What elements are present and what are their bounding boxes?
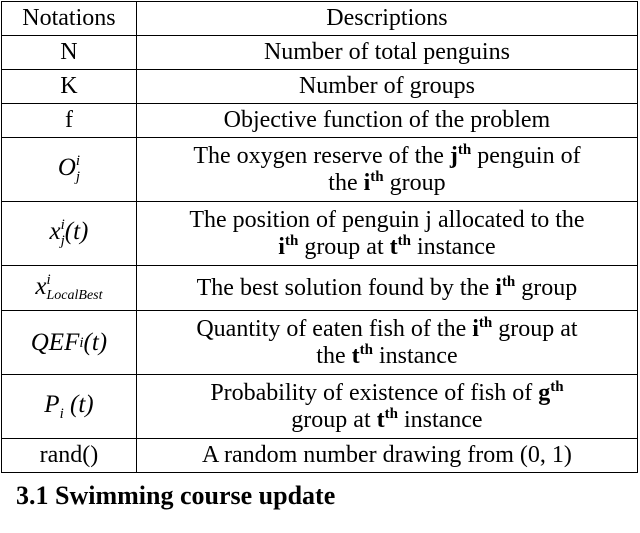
- table-row: [2, 202, 638, 266]
- header-descriptions: Descriptions: [136, 2, 637, 36]
- desc-bold: i: [495, 274, 502, 301]
- desc-text: group: [383, 169, 446, 196]
- desc-sup: th: [384, 405, 398, 422]
- desc-text: the: [316, 342, 352, 369]
- description-cell: A random number drawing from (0, 1): [136, 439, 637, 473]
- desc-bold: t: [351, 342, 360, 369]
- symbol-tail: (t): [70, 391, 94, 419]
- symbol-sup: i: [75, 153, 81, 169]
- desc-text: instance: [397, 406, 483, 433]
- desc-sup: th: [397, 232, 411, 249]
- symbol-base: O: [57, 154, 76, 182]
- notation-cell: [2, 202, 137, 266]
- description-cell: Number of total penguins: [136, 36, 637, 70]
- desc-sup: th: [284, 232, 299, 249]
- desc-bold: t: [376, 406, 385, 433]
- desc-text: The oxygen reserve of the: [193, 142, 450, 169]
- symbol-base: QEF: [30, 328, 80, 356]
- notation-cell: [2, 375, 137, 439]
- desc-bold: t: [389, 233, 398, 260]
- table-row: [2, 266, 638, 311]
- notation-table: [1, 1, 638, 473]
- table-row: [2, 70, 638, 104]
- notation-cell: f: [2, 104, 137, 138]
- desc-text: group at: [492, 315, 578, 342]
- desc-sup: th: [550, 378, 564, 395]
- desc-text: The best solution found by the: [196, 274, 496, 301]
- desc-text: the: [328, 169, 364, 196]
- notation-cell: K: [2, 70, 137, 104]
- desc-bold: i: [472, 315, 479, 342]
- desc-bold: i: [363, 169, 371, 196]
- symbol-base: x: [35, 272, 47, 300]
- notation-cell: N: [2, 36, 137, 70]
- desc-bold: i: [278, 233, 285, 260]
- desc-text: group at: [298, 233, 390, 260]
- symbol-tail: (t): [83, 328, 108, 356]
- table-row: [2, 439, 638, 473]
- description-cell: [136, 266, 637, 311]
- desc-text: Probability of existence of fish of: [210, 379, 539, 406]
- table-row: [2, 138, 638, 202]
- desc-text: group: [515, 274, 578, 301]
- table-header-row: [2, 2, 638, 36]
- desc-sup: th: [370, 168, 384, 185]
- symbol-base: x: [49, 218, 61, 246]
- desc-text: instance: [410, 233, 496, 260]
- symbol-sup: i: [46, 272, 51, 289]
- desc-text: The position of penguin j allocated to the: [189, 206, 585, 233]
- notation-cell: [2, 266, 137, 311]
- notation-cell: [2, 311, 137, 375]
- description-cell: [136, 375, 637, 439]
- desc-text: instance: [372, 342, 458, 369]
- description-cell: [136, 138, 637, 202]
- symbol-sub: LocalBest: [46, 288, 103, 304]
- header-notations: Notations: [2, 2, 137, 36]
- desc-bold: g: [538, 379, 551, 406]
- symbol-sub: j: [60, 233, 65, 249]
- notation-cell: [2, 138, 137, 202]
- symbol-sup: i: [79, 334, 84, 351]
- symbol-tail: (t): [64, 218, 89, 246]
- section-heading: 3.1 Swimming course update: [16, 481, 336, 510]
- symbol-base: P: [44, 391, 60, 419]
- description-cell: [136, 202, 637, 266]
- symbol-sub: i: [59, 406, 64, 422]
- desc-bold: j: [449, 142, 458, 169]
- desc-text: Quantity of eaten fish of the: [196, 315, 473, 342]
- description-cell: Objective function of the problem: [136, 104, 637, 138]
- desc-sup: th: [457, 141, 472, 158]
- notation-cell: rand(): [2, 439, 137, 473]
- desc-text: penguin of: [471, 142, 581, 169]
- desc-sup: th: [501, 273, 516, 290]
- desc-sup: th: [359, 341, 373, 358]
- symbol-sup: i: [60, 217, 65, 233]
- description-cell: [136, 311, 637, 375]
- desc-text: group at: [291, 406, 377, 433]
- symbol-sub: j: [75, 169, 81, 185]
- table-row: [2, 104, 638, 138]
- table-row: [2, 36, 638, 70]
- table-row: [2, 375, 638, 439]
- description-cell: Number of groups: [136, 70, 637, 104]
- desc-sup: th: [478, 314, 493, 331]
- table-row: [2, 311, 638, 375]
